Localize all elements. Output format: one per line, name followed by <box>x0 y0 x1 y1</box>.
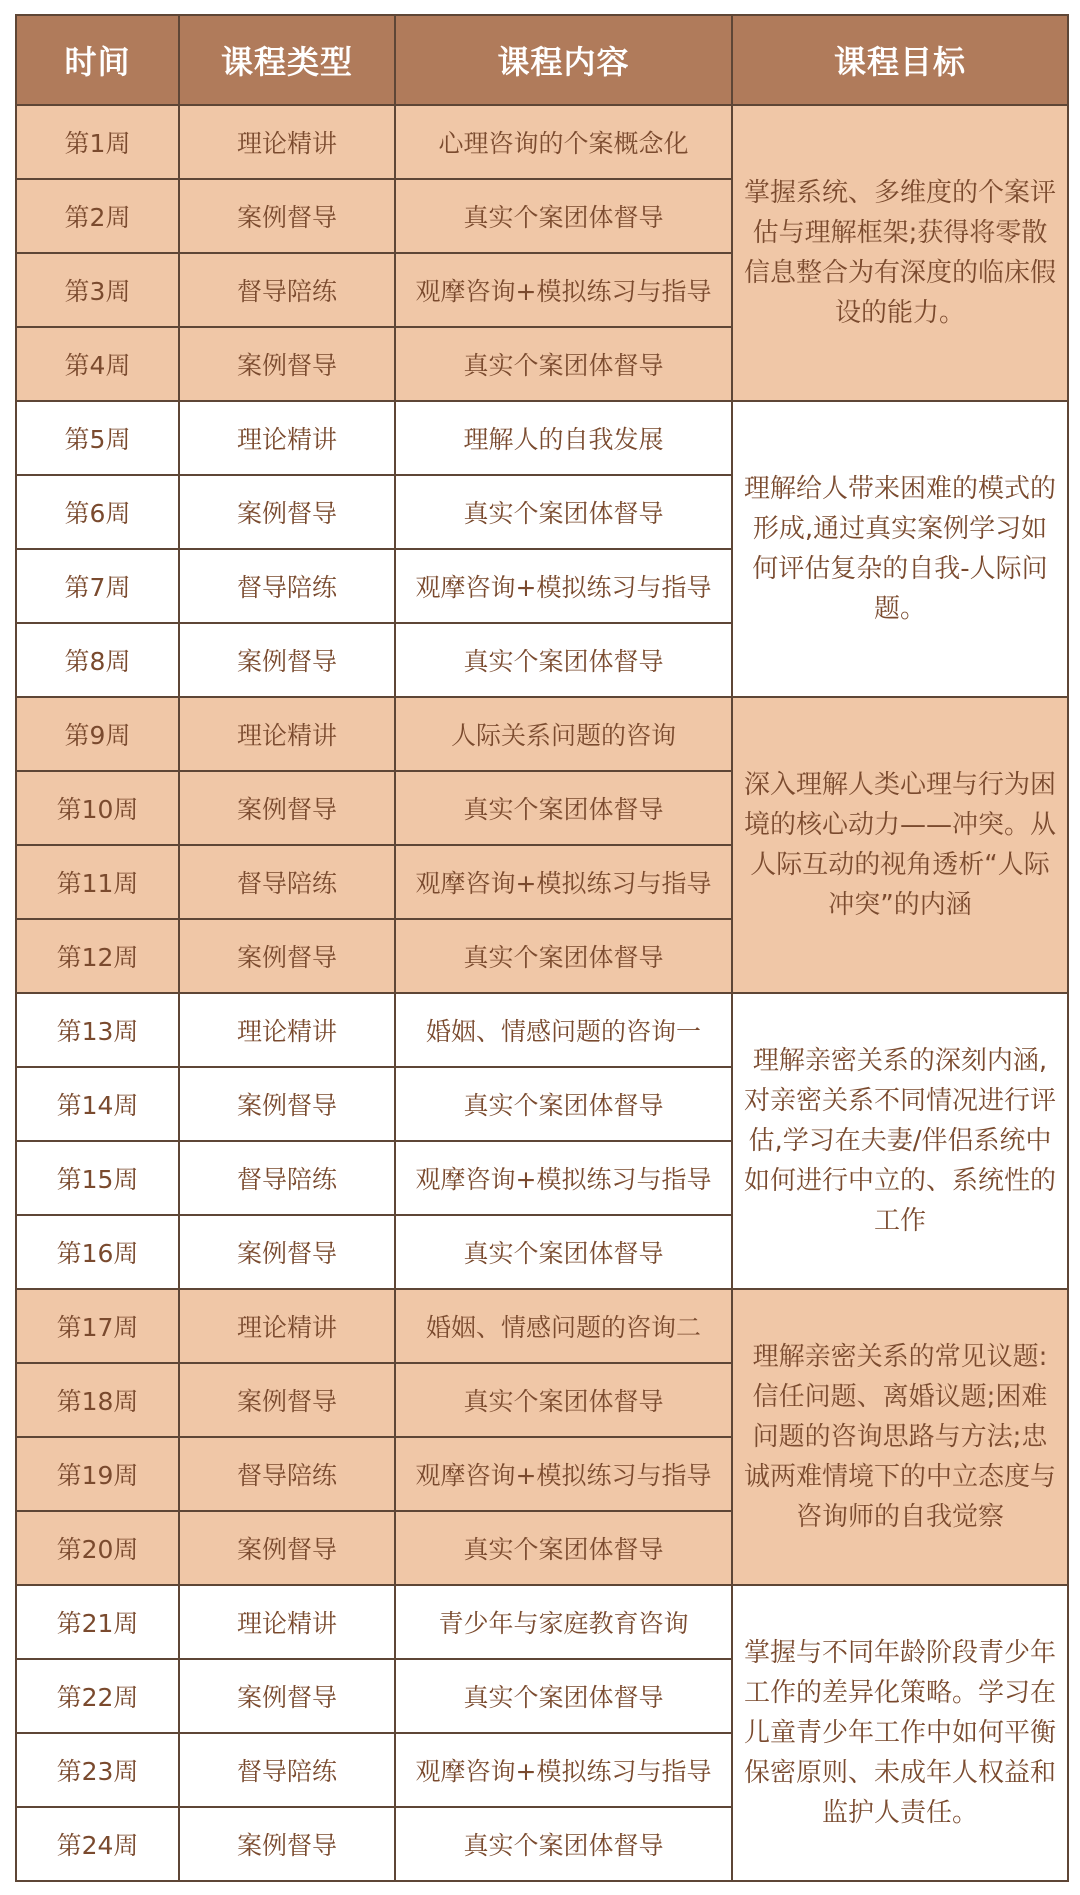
table-row <box>16 1289 1068 1363</box>
week-cell: 第23周 <box>16 1733 179 1807</box>
week-cell: 第1周 <box>16 105 179 179</box>
week-cell: 第2周 <box>16 179 179 253</box>
course-content-cell: 真实个案团体督导 <box>395 1215 732 1289</box>
week-cell: 第22周 <box>16 1659 179 1733</box>
header-row <box>16 15 1068 105</box>
week-cell: 第21周 <box>16 1585 179 1659</box>
course-goal-cell: 理解亲密关系的常见议题:信任问题、离婚议题;困难问题的咨询思路与方法;忠诚两难情境下的中立态度与咨询师的自我觉察 <box>732 1289 1068 1585</box>
table-row <box>16 1585 1068 1659</box>
course-content-cell: 观摩咨询+模拟练习与指导 <box>395 549 732 623</box>
week-cell: 第20周 <box>16 1511 179 1585</box>
schedule-table <box>15 14 1069 1882</box>
course-type-cell: 督导陪练 <box>179 1141 395 1215</box>
course-goal-cell: 深入理解人类心理与行为困境的核心动力——冲突。从人际互动的视角透析“人际冲突”的内涵 <box>732 697 1068 993</box>
week-cell: 第9周 <box>16 697 179 771</box>
course-type-cell: 督导陪练 <box>179 253 395 327</box>
course-type-cell: 案例督导 <box>179 1215 395 1289</box>
table-row <box>16 993 1068 1067</box>
course-type-cell: 案例督导 <box>179 623 395 697</box>
week-cell: 第24周 <box>16 1807 179 1881</box>
course-content-cell: 真实个案团体督导 <box>395 1807 732 1881</box>
header-course-content: 课程内容 <box>395 15 732 105</box>
week-cell: 第19周 <box>16 1437 179 1511</box>
course-content-cell: 观摩咨询+模拟练习与指导 <box>395 1437 732 1511</box>
course-goal-cell: 掌握系统、多维度的个案评估与理解框架;获得将零散信息整合为有深度的临床假设的能力。 <box>732 105 1068 401</box>
week-cell: 第5周 <box>16 401 179 475</box>
course-content-cell: 理解人的自我发展 <box>395 401 732 475</box>
week-cell: 第11周 <box>16 845 179 919</box>
header-course-type: 课程类型 <box>179 15 395 105</box>
week-cell: 第18周 <box>16 1363 179 1437</box>
week-cell: 第16周 <box>16 1215 179 1289</box>
course-type-cell: 案例督导 <box>179 771 395 845</box>
course-type-cell: 案例督导 <box>179 1067 395 1141</box>
course-content-cell: 心理咨询的个案概念化 <box>395 105 732 179</box>
header-course-goal: 课程目标 <box>732 15 1068 105</box>
course-type-cell: 理论精讲 <box>179 697 395 771</box>
table-row <box>16 401 1068 475</box>
course-goal-cell: 理解亲密关系的深刻内涵,对亲密关系不同情况进行评估,学习在夫妻/伴侣系统中如何进行中立的、系统性的工作 <box>732 993 1068 1289</box>
course-content-cell: 真实个案团体督导 <box>395 1363 732 1437</box>
course-content-cell: 真实个案团体督导 <box>395 1659 732 1733</box>
course-content-cell: 真实个案团体督导 <box>395 1511 732 1585</box>
course-content-cell: 真实个案团体督导 <box>395 771 732 845</box>
course-type-cell: 督导陪练 <box>179 549 395 623</box>
course-type-cell: 理论精讲 <box>179 1585 395 1659</box>
course-type-cell: 督导陪练 <box>179 1733 395 1807</box>
course-type-cell: 案例督导 <box>179 1659 395 1733</box>
course-type-cell: 理论精讲 <box>179 1289 395 1363</box>
course-type-cell: 案例督导 <box>179 475 395 549</box>
week-cell: 第12周 <box>16 919 179 993</box>
week-cell: 第10周 <box>16 771 179 845</box>
course-goal-cell: 理解给人带来困难的模式的形成,通过真实案例学习如何评估复杂的自我-人际问题。 <box>732 401 1068 697</box>
course-type-cell: 案例督导 <box>179 1363 395 1437</box>
course-content-cell: 真实个案团体督导 <box>395 1067 732 1141</box>
course-type-cell: 案例督导 <box>179 1807 395 1881</box>
week-cell: 第17周 <box>16 1289 179 1363</box>
course-content-cell: 观摩咨询+模拟练习与指导 <box>395 1733 732 1807</box>
schedule-body <box>16 105 1068 1881</box>
week-cell: 第3周 <box>16 253 179 327</box>
course-content-cell: 观摩咨询+模拟练习与指导 <box>395 253 732 327</box>
course-type-cell: 案例督导 <box>179 179 395 253</box>
week-cell: 第13周 <box>16 993 179 1067</box>
course-content-cell: 婚姻、情感问题的咨询一 <box>395 993 732 1067</box>
course-schedule <box>15 14 1067 1882</box>
course-type-cell: 理论精讲 <box>179 993 395 1067</box>
course-content-cell: 真实个案团体督导 <box>395 623 732 697</box>
table-row <box>16 105 1068 179</box>
course-content-cell: 人际关系问题的咨询 <box>395 697 732 771</box>
course-type-cell: 理论精讲 <box>179 401 395 475</box>
course-content-cell: 观摩咨询+模拟练习与指导 <box>395 845 732 919</box>
course-type-cell: 案例督导 <box>179 919 395 993</box>
course-goal-cell: 掌握与不同年龄阶段青少年工作的差异化策略。学习在儿童青少年工作中如何平衡保密原则、未成年人权益和监护人责任。 <box>732 1585 1068 1881</box>
week-cell: 第15周 <box>16 1141 179 1215</box>
course-content-cell: 真实个案团体督导 <box>395 919 732 993</box>
course-type-cell: 案例督导 <box>179 327 395 401</box>
week-cell: 第4周 <box>16 327 179 401</box>
course-type-cell: 理论精讲 <box>179 105 395 179</box>
header-time: 时间 <box>16 15 179 105</box>
course-content-cell: 青少年与家庭教育咨询 <box>395 1585 732 1659</box>
week-cell: 第6周 <box>16 475 179 549</box>
course-type-cell: 督导陪练 <box>179 1437 395 1511</box>
course-content-cell: 婚姻、情感问题的咨询二 <box>395 1289 732 1363</box>
course-content-cell: 真实个案团体督导 <box>395 327 732 401</box>
course-content-cell: 观摩咨询+模拟练习与指导 <box>395 1141 732 1215</box>
week-cell: 第7周 <box>16 549 179 623</box>
course-type-cell: 督导陪练 <box>179 845 395 919</box>
course-content-cell: 真实个案团体督导 <box>395 475 732 549</box>
week-cell: 第8周 <box>16 623 179 697</box>
table-row <box>16 697 1068 771</box>
course-content-cell: 真实个案团体督导 <box>395 179 732 253</box>
week-cell: 第14周 <box>16 1067 179 1141</box>
course-type-cell: 案例督导 <box>179 1511 395 1585</box>
